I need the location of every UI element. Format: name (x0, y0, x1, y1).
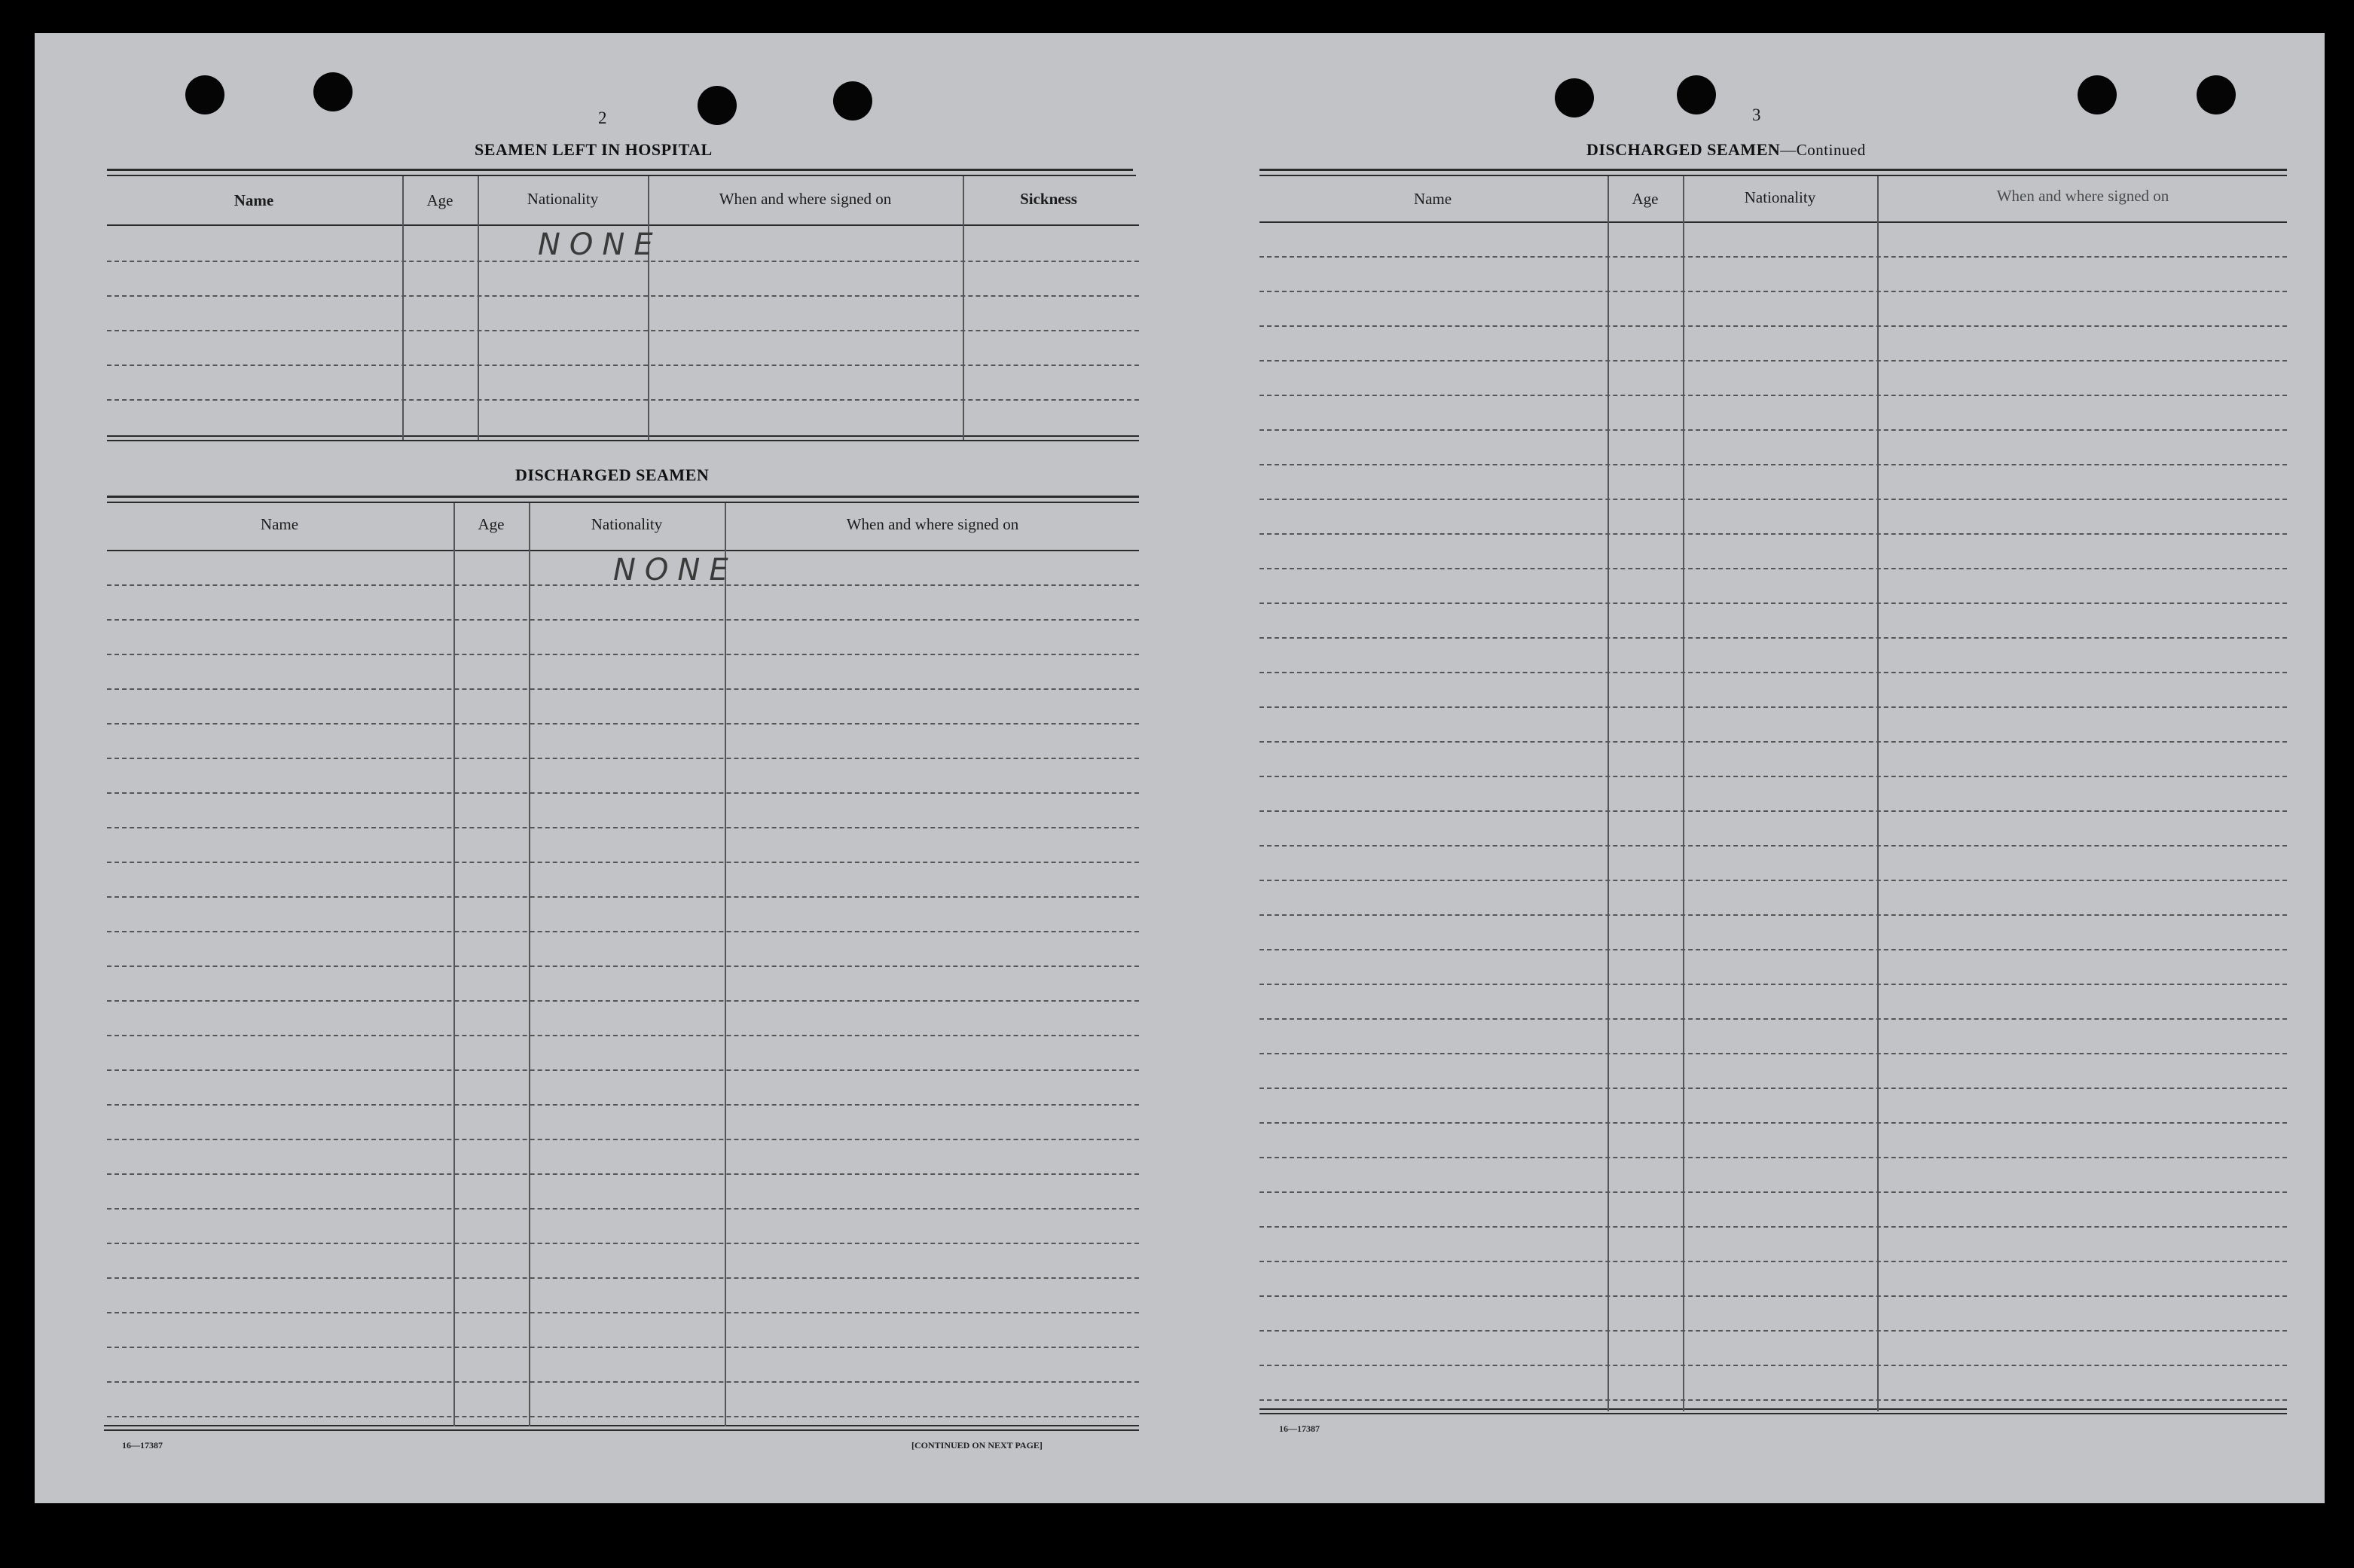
table-row (1259, 1330, 2287, 1332)
continued-note: [CONTINUED ON NEXT PAGE] (911, 1440, 1043, 1451)
continued-col-age: Age (1632, 190, 1659, 208)
table-row (1259, 533, 2287, 535)
hospital-col-age: Age (426, 191, 453, 209)
table-row (1259, 291, 2287, 292)
table-row (1259, 395, 2287, 396)
table-row (107, 1243, 1139, 1244)
table-row (107, 619, 1139, 621)
table-row (1259, 1365, 2287, 1366)
table-row (1259, 1122, 2287, 1124)
manifest-sheet (35, 33, 2325, 1503)
table-row (1259, 1295, 2287, 1297)
table-row (1259, 1226, 2287, 1228)
discharged-continued-title-main: DISCHARGED SEAMEN (1586, 140, 1781, 159)
table-row (1259, 672, 2287, 673)
table-row (1259, 984, 2287, 985)
table-row (1259, 429, 2287, 431)
table-row (107, 1069, 1139, 1071)
punch-hole (2078, 75, 2117, 114)
continued-col-signed-on: When and where signed on (1996, 187, 2169, 205)
punch-hole (1555, 78, 1594, 117)
punch-hole (833, 81, 872, 120)
continued-col-nationality: Nationality (1744, 188, 1816, 206)
page-number-left: 2 (598, 108, 607, 127)
hospital-col-nationality: Nationality (527, 190, 599, 208)
table-row (1259, 1399, 2287, 1401)
table-row (107, 758, 1139, 759)
table-row (1259, 1053, 2287, 1054)
table-row (107, 931, 1139, 932)
table-row (1259, 637, 2287, 639)
discharged-col-signed-on: When and where signed on (846, 515, 1019, 533)
punch-hole (698, 86, 737, 125)
table-row (107, 827, 1139, 828)
discharged-continued-title-suffix: —Continued (1780, 141, 1866, 159)
table-row (107, 1139, 1139, 1140)
table-row (1259, 741, 2287, 743)
form-number-left: 16—17387 (122, 1440, 163, 1451)
table-row (107, 792, 1139, 794)
table-row (1259, 568, 2287, 569)
table-row (107, 1000, 1139, 1002)
discharged-section-title: DISCHARGED SEAMEN (515, 465, 710, 484)
table-row (107, 1035, 1139, 1036)
table-row (1259, 1018, 2287, 1020)
table-row (1259, 1191, 2287, 1193)
table-row (1259, 1157, 2287, 1158)
table-row (1259, 706, 2287, 708)
table-row (107, 1381, 1139, 1383)
page-number-right: 3 (1752, 105, 1761, 124)
table-row (1259, 810, 2287, 812)
discharged-col-name: Name (260, 515, 299, 533)
table-row (107, 1208, 1139, 1210)
table-row (1259, 464, 2287, 465)
table-row (1259, 360, 2287, 361)
table-row (107, 1347, 1139, 1348)
punch-hole (2197, 75, 2236, 114)
hospital-col-signed-on: When and where signed on (719, 190, 892, 208)
hospital-col-sickness: Sickness (1020, 190, 1077, 208)
hospital-section-title: SEAMEN LEFT IN HOSPITAL (475, 140, 713, 159)
table-row (1259, 914, 2287, 916)
discharged-col-age: Age (478, 515, 505, 533)
form-number-right: 16—17387 (1279, 1423, 1320, 1434)
table-row (107, 966, 1139, 967)
table-row (107, 723, 1139, 725)
punch-hole (1677, 75, 1716, 114)
table-row (107, 896, 1139, 898)
table-row (107, 654, 1139, 655)
table-row (1259, 1088, 2287, 1089)
table-row (1259, 499, 2287, 500)
hospital-col-name: Name (234, 191, 274, 209)
continued-col-name: Name (1413, 190, 1452, 208)
table-row (107, 1104, 1139, 1106)
table-row (1259, 602, 2287, 604)
table-row (107, 1173, 1139, 1175)
table-row (1259, 845, 2287, 847)
table-row (1259, 256, 2287, 258)
punch-hole (313, 72, 353, 111)
table-row (1259, 880, 2287, 881)
table-row (1259, 1261, 2287, 1262)
discharged-col-nationality: Nationality (591, 515, 663, 533)
table-row (107, 1416, 1139, 1417)
table-row (107, 1312, 1139, 1313)
table-row (1259, 776, 2287, 777)
table-row (107, 1277, 1139, 1279)
discharged-continued-title (1586, 140, 1866, 160)
punch-hole (185, 75, 224, 114)
table-row (107, 862, 1139, 863)
table-row (1259, 949, 2287, 950)
table-row (107, 688, 1139, 690)
discharged-handwritten-entry: NONE (613, 553, 737, 587)
hospital-handwritten-entry: NONE (538, 227, 662, 262)
table-row (1259, 325, 2287, 327)
